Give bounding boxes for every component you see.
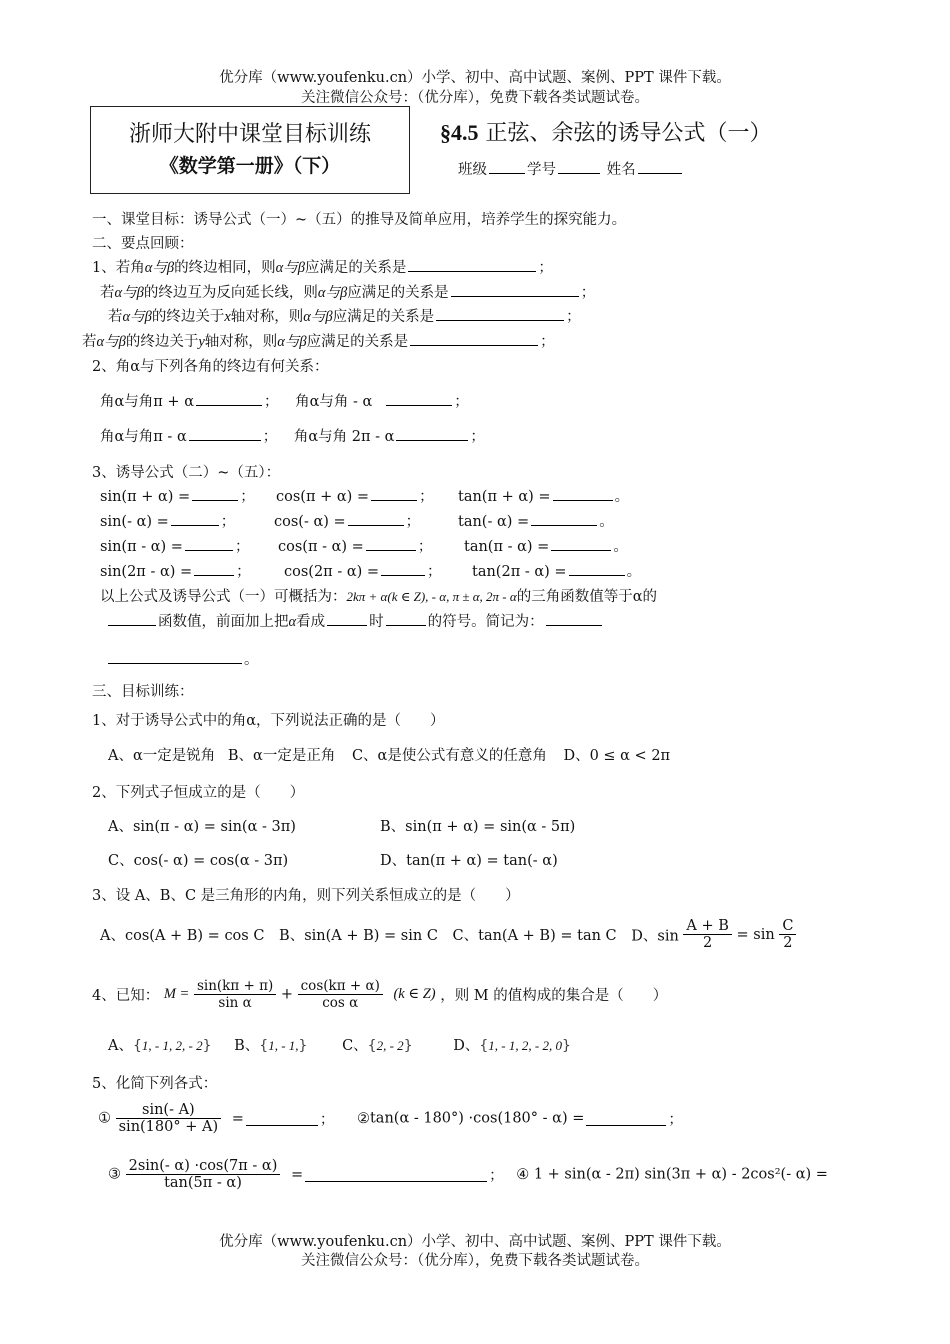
formula-row-2: sin(- α) = ； cos(- α) = ； tan(- α) = 。 <box>100 510 614 531</box>
formula-blank[interactable] <box>531 511 597 526</box>
lesson-name: 正弦、余弦的诱导公式（一） <box>478 121 772 146</box>
summary-line-2: 函数值，前面加上把α看成 时 的符号。简记为： <box>106 610 604 631</box>
header-line-1: 优分库（www.youfenku.cn）小学、初中、高中试题、案例、PPT 课件下载。 <box>219 70 731 86</box>
q2-r2a-blank[interactable] <box>189 426 261 441</box>
q5-3-blank[interactable] <box>305 1167 487 1182</box>
option-c[interactable]: C、tan(A + B) = tan C <box>452 928 617 944</box>
formula-blank[interactable] <box>551 536 611 551</box>
part3-heading: 三、目标训练： <box>92 684 194 700</box>
student-info <box>458 158 684 179</box>
q1a-line: 1、若角α与β的终边相同，则α与β应满足的关系是 ； <box>92 256 553 277</box>
lesson-title <box>440 116 772 147</box>
footer-line-1: 优分库（www.youfenku.cn）小学、初中、高中试题、案例、PPT 课件下载。 <box>219 1234 731 1250</box>
school-title: 浙师大附中课堂目标训练 <box>128 122 371 147</box>
book-title: 《数学第一册》（下） <box>159 155 341 177</box>
option-b[interactable]: B、{1, - 1,} <box>234 1038 308 1054</box>
name-label: 姓名 <box>606 162 636 178</box>
q2-r1b-blank[interactable] <box>386 391 452 406</box>
option-d[interactable]: D、sin $\frac{A + B}{2}$ = sin $\frac{C}{2}$ <box>631 927 796 943</box>
formula-blank[interactable] <box>569 561 625 576</box>
p3-q2-option-c[interactable]: C、cos(- α) = cos(α - 3π) <box>108 853 289 869</box>
formula-row-4: sin(2π - α) = ； cos(2π - α) = ； tan(2π - α) = 。 <box>100 560 641 581</box>
q2-r1a-blank[interactable] <box>196 391 262 406</box>
formula-blank[interactable] <box>185 536 233 551</box>
summary-line-1: 以上公式及诱导公式（一）可概括为：2kπ + α(k ∈ Z), - α, π ± α, 2π - α的三角函数值等于α的 <box>100 589 657 605</box>
footer-line-2: 关注微信公众号：（优分库），免费下载各类试题试卷。 <box>301 1253 649 1269</box>
summary-blank-3[interactable] <box>386 611 426 626</box>
p3-q4-options <box>108 1034 571 1055</box>
title-box <box>90 106 410 194</box>
class-blank[interactable] <box>489 159 525 174</box>
p3-q1-options <box>108 744 670 765</box>
q5-item-3: ③ $\frac{2\sin(- \alpha) \cdot\cos(7\pi - \alpha)}{\tan(5\pi - \alpha)}$ = ； ④ 1 + sin(α - 2π) sin(3π + α) - 2cos²(- α) = <box>108 1158 828 1191</box>
q2-r2b-blank[interactable] <box>396 426 468 441</box>
p3-q3: 3、设 A、B、C 是三角形的内角，则下列关系恒成立的是（ ） <box>92 888 520 904</box>
part2-heading: 二、要点回顾： <box>92 236 194 252</box>
q5-item-1: ① $\frac{\sin(- A)}{\sin(180^\circ + A)}$ = ； ②tan(α - 180°) ·cos(180° - α) = ； <box>98 1102 683 1135</box>
q5-2-blank[interactable] <box>586 1111 666 1126</box>
formula-row-1: sin(π + α) = ； cos(π + α) = ； tan(π + α) = 。 <box>100 485 629 506</box>
p3-q2-option-d[interactable]: D、tan(π + α) = tan(- α) <box>380 853 558 869</box>
q1a-blank[interactable] <box>408 257 536 272</box>
q2-prompt: 2、角α与下列各角的终边有何关系： <box>92 359 329 375</box>
formula-blank[interactable] <box>381 561 425 576</box>
p3-q5: 5、化简下列各式： <box>92 1076 218 1092</box>
q1c-blank[interactable] <box>436 306 564 321</box>
q1d-blank[interactable] <box>410 331 538 346</box>
option-b[interactable]: B、α一定是正角 <box>227 748 336 764</box>
formula-blank[interactable] <box>192 486 238 501</box>
summary-blank-4[interactable] <box>546 611 602 626</box>
p3-q1: 1、对于诱导公式中的角α，下列说法正确的是（ ） <box>92 713 445 729</box>
summary-line-3: 。 <box>106 648 259 669</box>
header-line-2: 关注微信公众号：（优分库），免费下载各类试题试卷。 <box>301 90 649 106</box>
option-d[interactable]: D、{1, - 1, 2, - 2, 0} <box>453 1038 571 1054</box>
class-label: 班级 <box>458 162 487 178</box>
q1d-line: 若α与β的终边关于y轴对称，则α与β应满足的关系是 ； <box>82 330 555 351</box>
summary-blank-5[interactable] <box>108 649 242 664</box>
option-c[interactable]: C、α是使公式有意义的任意角 <box>351 748 547 764</box>
formula-blank[interactable] <box>371 486 417 501</box>
formula-blank[interactable] <box>553 486 613 501</box>
summary-blank-2[interactable] <box>327 611 367 626</box>
option-d[interactable]: D、0 ≤ α < 2π <box>563 748 671 764</box>
option-b[interactable]: B、sin(A + B) = sin C <box>279 928 438 944</box>
name-blank[interactable] <box>638 159 682 174</box>
p3-q4: 4、已知： M = $\frac{\sin(k\pi + \pi)}{\text{sin α}}$ + $\frac{\cos(k\pi + \alpha)}{\text{cos α}}$ (k ∈ Z) ，则 M 的值构成的集合是（ ） <box>92 978 668 1011</box>
section-number: §4.5 <box>440 120 479 145</box>
option-a[interactable]: A、{1, - 1, 2, - 2} <box>108 1038 212 1054</box>
q1c-line: 若α与β的终边关于x轴对称，则α与β应满足的关系是 ； <box>108 305 581 326</box>
p3-q2-option-b[interactable]: B、sin(π + α) = sin(α - 5π) <box>380 819 576 835</box>
option-a[interactable]: A、cos(A + B) = cos C <box>100 928 265 944</box>
q3-prompt: 3、诱导公式（二）~（五）： <box>92 465 281 481</box>
option-c[interactable]: C、{2, - 2} <box>342 1038 413 1054</box>
q2-row2: 角α与角π - α ； 角α与角 2π - α ； <box>100 425 485 446</box>
part1-objective: 一、课堂目标：诱导公式（一）~（五）的推导及简单应用，培养学生的探究能力。 <box>92 212 627 228</box>
p3-q3-options <box>100 918 796 951</box>
number-blank[interactable] <box>558 159 600 174</box>
p3-q2-option-a[interactable]: A、sin(π - α) = sin(α - 3π) <box>108 819 296 835</box>
formula-blank[interactable] <box>171 511 219 526</box>
formula-row-3: sin(π - α) = ； cos(π - α) = ； tan(π - α) = 。 <box>100 535 628 556</box>
formula-blank[interactable] <box>194 561 234 576</box>
p3-q2: 2、下列式子恒成立的是（ ） <box>92 785 305 801</box>
formula-blank[interactable] <box>348 511 404 526</box>
q1b-line: 若α与β的终边互为反向延长线，则α与β应满足的关系是 ； <box>100 281 595 302</box>
number-label: 学号 <box>527 162 556 178</box>
summary-blank-1[interactable] <box>108 611 156 626</box>
option-a[interactable]: A、α一定是锐角 <box>108 748 216 764</box>
q1b-blank[interactable] <box>451 282 579 297</box>
q5-1-blank[interactable] <box>246 1111 318 1126</box>
formula-blank[interactable] <box>366 536 416 551</box>
q2-row1: 角α与角π + α ； 角α与角 - α ； <box>100 390 469 411</box>
